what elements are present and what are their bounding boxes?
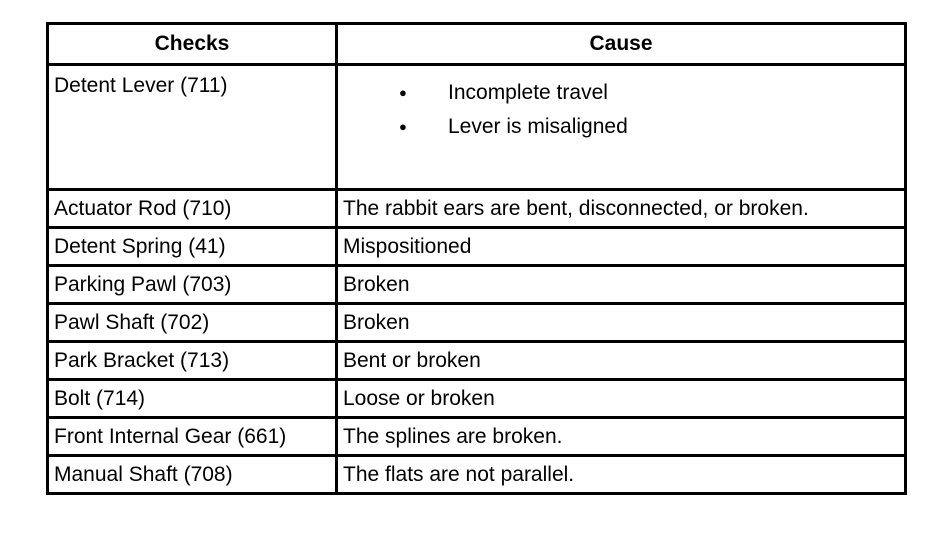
cause-cell: The flats are not parallel. <box>337 456 906 494</box>
table-row <box>48 342 906 380</box>
cause-cell <box>337 65 906 190</box>
cause-bullet-item: ● Lever is misaligned <box>343 110 899 144</box>
diagnostic-table <box>46 22 907 495</box>
cause-cell: Bent or broken <box>337 342 906 380</box>
check-cell: Pawl Shaft (702) <box>48 304 337 342</box>
check-cell: Manual Shaft (708) <box>48 456 337 494</box>
cause-cell: Broken <box>337 266 906 304</box>
cause-bullet-item: ● Incomplete travel <box>343 76 899 110</box>
cause-cell: Mispositioned <box>337 228 906 266</box>
table-row <box>48 266 906 304</box>
table-row <box>48 190 906 228</box>
cause-cell: Broken <box>337 304 906 342</box>
cause-cell: The rabbit ears are bent, disconnected, or broken. <box>337 190 906 228</box>
check-cell: Bolt (714) <box>48 380 337 418</box>
check-cell: Parking Pawl (703) <box>48 266 337 304</box>
table-row <box>48 456 906 494</box>
table-row <box>48 380 906 418</box>
cause-bullet-list <box>343 76 899 144</box>
header-row <box>48 24 906 65</box>
table-row <box>48 228 906 266</box>
check-cell: Park Bracket (713) <box>48 342 337 380</box>
header-cause: Cause <box>337 24 906 65</box>
check-cell: Detent Lever (711) <box>48 65 337 190</box>
check-cell: Front Internal Gear (661) <box>48 418 337 456</box>
table-row <box>48 418 906 456</box>
cause-cell: The splines are broken. <box>337 418 906 456</box>
check-cell: Detent Spring (41) <box>48 228 337 266</box>
table-row <box>48 65 906 190</box>
table-row <box>48 304 906 342</box>
cause-cell: Loose or broken <box>337 380 906 418</box>
header-checks: Checks <box>48 24 337 65</box>
check-cell: Actuator Rod (710) <box>48 190 337 228</box>
